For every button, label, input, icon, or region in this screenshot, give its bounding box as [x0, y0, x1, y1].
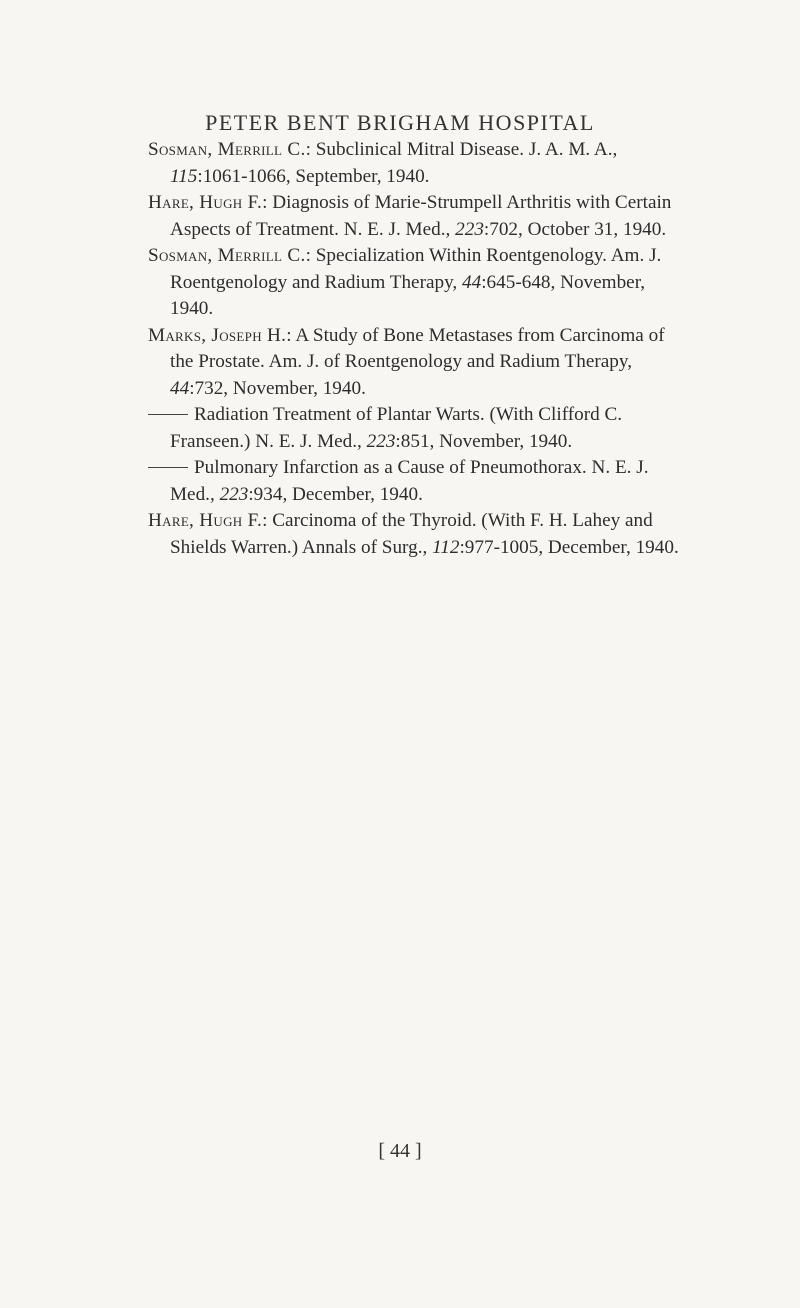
bibliography-entry: [148, 402, 688, 455]
bibliography-entry: [148, 137, 688, 190]
bibliography-entry: [148, 190, 688, 243]
entry-volume: 44: [170, 377, 190, 399]
page-number: [ 44 ]: [378, 1140, 422, 1162]
bibliography-entry: [148, 455, 688, 508]
entry-tail: :645-648, November, 1940.: [170, 271, 646, 319]
entry-tail: :702, October 31, 1940.: [483, 218, 667, 240]
entry-text: Carcinoma of the Thyroid. (With F. H. Lahey and Shields Warren.) Annals of Surg.,: [170, 510, 653, 558]
entry-text: A Study of Bone Metastases from Carcinoma of the Prostate. Am. J. of Roentgenology and Radium Therapy,: [170, 324, 665, 372]
entry-volume: 223: [219, 483, 249, 505]
entry-tail: :851, November, 1940.: [395, 430, 573, 452]
ditto-dash: [148, 414, 188, 415]
entry-author: Sosman, Merrill C.: [148, 245, 306, 266]
entry-volume: 112: [432, 536, 460, 558]
entry-volume: 115: [170, 165, 198, 187]
entry-tail: :934, December, 1940.: [248, 483, 423, 505]
bibliography-entry: [148, 243, 688, 323]
entry-author: Hare, Hugh F.: [148, 510, 263, 531]
entry-volume: 44: [462, 271, 482, 293]
entry-text: Pulmonary Infarction as a Cause of Pneumothorax. N. E. J. Med.,: [170, 457, 649, 505]
entry-text: Specialization Within Roentgenology. Am. J. Roentgenology and Radium Therapy,: [170, 245, 662, 293]
entry-tail: :1061-1066, September, 1940.: [197, 165, 430, 187]
entry-text: Subclinical Mitral Disease. J. A. M. A.,: [315, 139, 618, 160]
entry-author: Marks, Joseph H.: [148, 324, 287, 346]
entry-volume: 223: [366, 430, 396, 452]
entry-author: Sosman, Merrill C.: [148, 139, 306, 160]
entry-tail: :732, November, 1940.: [189, 377, 366, 399]
bibliography-entry: [148, 323, 688, 403]
entry-separator: :: [262, 192, 273, 213]
entry-volume: 223: [455, 218, 484, 240]
entry-separator: :: [286, 324, 296, 346]
page-header: PETER BENT BRIGHAM HOSPITAL: [205, 110, 595, 135]
entry-author: Hare, Hugh F.: [148, 192, 263, 213]
bibliography-list: [148, 137, 688, 561]
entry-text: Diagnosis of Marie-Strumpell Arthritis with Certain Aspects of Treatment. N. E. J. Med.,: [170, 192, 672, 240]
entry-separator: :: [305, 139, 316, 160]
bibliography-entry: [148, 508, 688, 561]
ditto-dash: [148, 467, 188, 468]
entry-separator: :: [262, 510, 273, 531]
entry-separator: :: [305, 245, 316, 266]
entry-tail: :977-1005, December, 1940.: [459, 536, 679, 558]
entry-text: Radiation Treatment of Plantar Warts. (With Clifford C. Franseen.) N. E. J. Med.,: [170, 404, 623, 452]
